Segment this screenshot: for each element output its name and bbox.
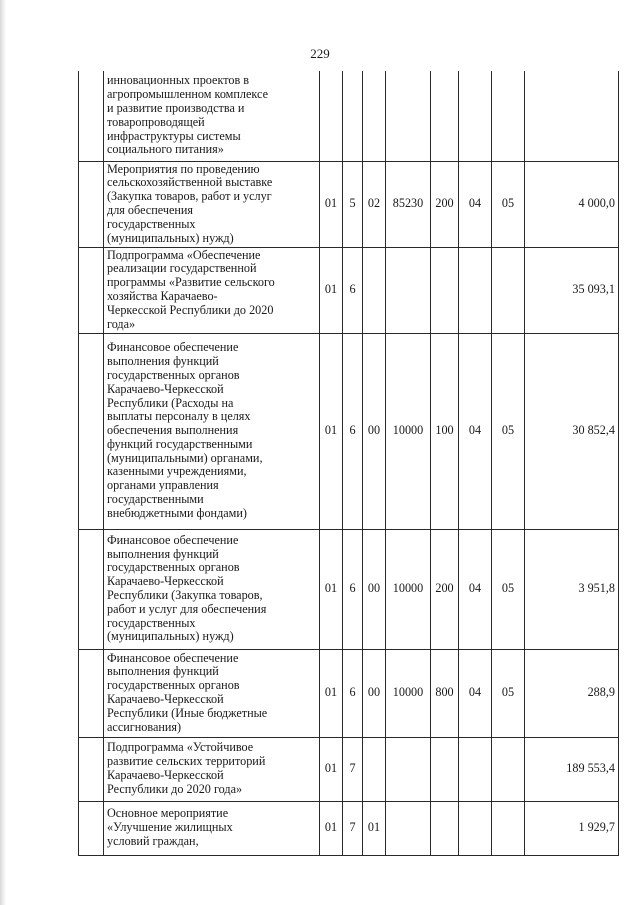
item-name-line: (Закупка товаров, работ и услуг [107, 189, 272, 204]
event-code-cell [363, 737, 386, 801]
item-name-cell [104, 247, 320, 333]
item-name-line: социального питания» [107, 142, 224, 157]
subsection-cell [492, 247, 525, 333]
item-name-line: Черкесской Республики до 2020 [107, 302, 274, 317]
subprogram-code-cell: 7 [343, 801, 363, 855]
direction-code-cell [386, 247, 431, 333]
subprogram-code-cell: 6 [343, 529, 363, 649]
amount-cell: 30 852,4 [525, 333, 619, 529]
item-name-line: Карачаево-Черкесской [107, 574, 224, 589]
item-name-line: обеспечения выполнения [107, 423, 239, 438]
item-name-line: (муниципальными) органами, [107, 450, 263, 465]
event-code-cell: 00 [363, 649, 386, 737]
item-name-line: (муниципальных) нужд) [107, 230, 234, 245]
item-name-line: Основное мероприятие [107, 806, 229, 821]
direction-code-cell: 10000 [386, 529, 431, 649]
item-name-line: Финансовое обеспечение [107, 340, 239, 355]
item-name-line: (муниципальных) нужд) [107, 629, 234, 644]
item-name-line: выполнения функций [107, 354, 219, 369]
event-code-cell: 00 [363, 333, 386, 529]
section-cell: 04 [459, 529, 492, 649]
item-name-line: внебюджетными фондами) [107, 505, 247, 520]
amount-cell: 189 553,4 [525, 737, 619, 801]
section-code-cell: 01 [320, 529, 343, 649]
item-name-cell [104, 71, 320, 161]
item-name-cell [104, 649, 320, 737]
section-cell: 04 [459, 161, 492, 247]
section-cell: 04 [459, 333, 492, 529]
expense-type-cell [431, 801, 459, 855]
row-number-cell [79, 649, 104, 737]
subsection-cell [492, 801, 525, 855]
row-number-cell [79, 161, 104, 247]
item-name-line: реализации государственной [107, 261, 257, 276]
expense-type-cell: 200 [431, 529, 459, 649]
event-code-cell: 00 [363, 529, 386, 649]
subsection-cell: 05 [492, 333, 525, 529]
amount-cell: 288,9 [525, 649, 619, 737]
item-name-line: Карачаево-Черкесской [107, 768, 224, 782]
table-row [79, 737, 619, 801]
amount-cell: 4 000,0 [525, 161, 619, 247]
item-name-line: казенными учреждениями, [107, 464, 247, 479]
item-name-line: функций государственными [107, 436, 253, 451]
scan-shadow [0, 0, 6, 905]
item-name-line: программы «Развитие сельского [107, 275, 275, 290]
item-name-cell [104, 529, 320, 649]
subprogram-code-cell [343, 71, 363, 161]
item-name-line: выплаты персоналу в целях [107, 409, 251, 424]
expense-type-cell [431, 71, 459, 161]
subsection-cell: 05 [492, 161, 525, 247]
item-name-cell [104, 801, 320, 855]
section-code-cell [320, 71, 343, 161]
direction-code-cell: 10000 [386, 649, 431, 737]
budget-table [78, 71, 619, 856]
section-code-cell: 01 [320, 737, 343, 801]
direction-code-cell [386, 737, 431, 801]
section-code-cell: 01 [320, 161, 343, 247]
page-number: 229 [310, 46, 330, 61]
item-name-line: агропромышленном комплексе [107, 87, 268, 102]
section-code-cell: 01 [320, 801, 343, 855]
item-name-line: органами управления [107, 478, 219, 493]
item-name-line: товаропроводящей [107, 114, 205, 129]
table-row [79, 333, 619, 529]
item-name-line: выполнения функций [107, 664, 219, 679]
event-code-cell [363, 247, 386, 333]
item-name-line: государственными [107, 492, 204, 507]
subsection-cell: 05 [492, 529, 525, 649]
section-code-cell: 01 [320, 247, 343, 333]
amount-cell [525, 71, 619, 161]
item-name-cell [104, 333, 320, 529]
item-name-line: государственных органов [107, 560, 240, 575]
expense-type-cell: 100 [431, 333, 459, 529]
subprogram-code-cell: 6 [343, 649, 363, 737]
section-cell [459, 247, 492, 333]
direction-code-cell [386, 71, 431, 161]
row-number-cell [79, 801, 104, 855]
item-name-cell [104, 161, 320, 247]
event-code-cell [363, 71, 386, 161]
item-name-line: Карачаево-Черкесской [107, 381, 224, 396]
item-name-line: ассигнования) [107, 719, 182, 734]
item-name-line: Карачаево-Черкесской [107, 692, 224, 706]
row-number-cell [79, 529, 104, 649]
item-name-line: Мероприятия по проведению [107, 161, 260, 176]
event-code-cell: 01 [363, 801, 386, 855]
table-row [79, 649, 619, 737]
item-name-line: выполнения функций [107, 546, 219, 561]
expense-type-cell [431, 737, 459, 801]
amount-cell: 35 093,1 [525, 247, 619, 333]
expense-type-cell: 800 [431, 649, 459, 737]
expense-type-cell [431, 247, 459, 333]
item-name-line: инфраструктуры системы [107, 128, 241, 143]
section-code-cell: 01 [320, 649, 343, 737]
row-number-cell [79, 71, 104, 161]
item-name-line: Финансовое обеспечение [107, 532, 239, 547]
section-cell: 04 [459, 649, 492, 737]
item-name-line: Республики (Иные бюджетные [107, 705, 268, 720]
item-name-line: для обеспечения [107, 203, 194, 217]
table-row [79, 529, 619, 649]
subprogram-code-cell: 7 [343, 737, 363, 801]
item-name-line: государственных [107, 615, 196, 630]
item-name-line: Подпрограмма «Обеспечение [107, 247, 261, 262]
section-code-cell: 01 [320, 333, 343, 529]
direction-code-cell [386, 801, 431, 855]
item-name-line: Подпрограмма «Устойчивое [107, 740, 254, 755]
subprogram-code-cell: 6 [343, 247, 363, 333]
item-name-line: развитие сельских территорий [107, 754, 266, 769]
item-name-line: Финансовое обеспечение [107, 650, 239, 665]
item-name-line: государственных органов [107, 367, 240, 382]
item-name-line: и развитие производства и [107, 100, 245, 115]
item-name-line: государственных органов [107, 678, 240, 693]
subsection-cell [492, 737, 525, 801]
row-number-cell [79, 333, 104, 529]
section-cell [459, 801, 492, 855]
item-name-line: Республики (Закупка товаров, [107, 588, 263, 602]
item-name-line: «Улучшение жилищных [107, 820, 233, 835]
subprogram-code-cell: 6 [343, 333, 363, 529]
item-name-cell [104, 737, 320, 801]
item-name-line: хозяйства Карачаево- [107, 289, 218, 303]
amount-cell: 1 929,7 [525, 801, 619, 855]
direction-code-cell: 85230 [386, 161, 431, 247]
item-name-line: года» [107, 316, 136, 331]
item-name-line: Республики до 2020 года» [107, 781, 243, 796]
event-code-cell: 02 [363, 161, 386, 247]
item-name-line: работ и услуг для обеспечения [107, 601, 267, 616]
item-name-line: инновационных проектов в [107, 73, 250, 88]
section-cell [459, 737, 492, 801]
amount-cell: 3 951,8 [525, 529, 619, 649]
item-name-line: Республики (Расходы на [107, 395, 234, 410]
table-row [79, 161, 619, 247]
item-name-line: условий граждан, [107, 833, 199, 848]
direction-code-cell: 10000 [386, 333, 431, 529]
item-name-line: государственных [107, 216, 196, 231]
row-number-cell [79, 247, 104, 333]
section-cell [459, 71, 492, 161]
subprogram-code-cell: 5 [343, 161, 363, 247]
subsection-cell [492, 71, 525, 161]
table-row [79, 247, 619, 333]
row-number-cell [79, 737, 104, 801]
expense-type-cell: 200 [431, 161, 459, 247]
subsection-cell: 05 [492, 649, 525, 737]
item-name-line: сельскохозяйственной выставке [107, 175, 273, 190]
table-row [79, 71, 619, 161]
table-row [79, 801, 619, 855]
